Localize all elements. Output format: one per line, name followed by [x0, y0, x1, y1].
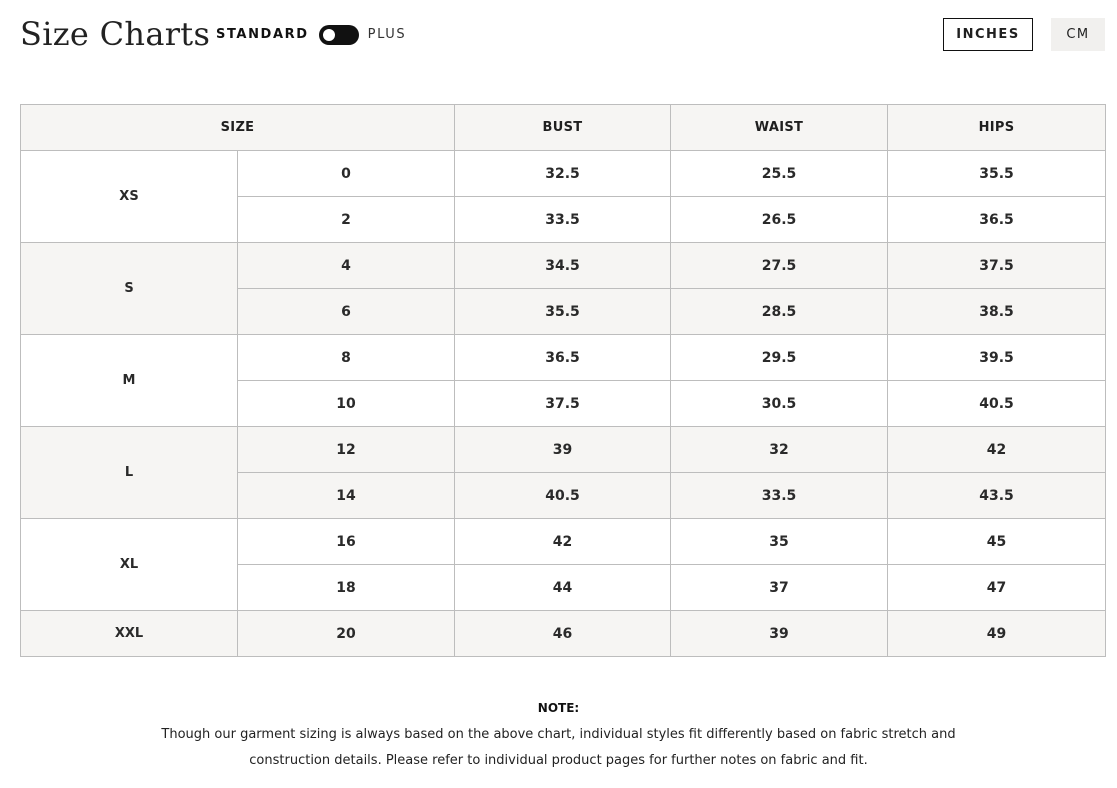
bust-cell: 33.5: [455, 197, 671, 243]
waist-cell: 39: [671, 611, 888, 657]
hips-header: HIPS: [888, 105, 1106, 151]
size-note: [0, 698, 1117, 774]
bust-cell: 34.5: [455, 243, 671, 289]
letter-size-cell: XXL: [21, 611, 238, 657]
plus-label[interactable]: PLUS: [367, 27, 407, 42]
table-row: [21, 519, 1106, 565]
numeric-size-cell: 12: [238, 427, 455, 473]
bust-cell: 37.5: [455, 381, 671, 427]
numeric-size-cell: 18: [238, 565, 455, 611]
table-row: [21, 611, 1106, 657]
waist-cell: 35: [671, 519, 888, 565]
waist-cell: 28.5: [671, 289, 888, 335]
page-title: Size Charts: [20, 15, 211, 53]
numeric-size-cell: 0: [238, 151, 455, 197]
numeric-size-cell: 14: [238, 473, 455, 519]
waist-cell: 30.5: [671, 381, 888, 427]
note-label: NOTE:: [537, 701, 580, 715]
letter-size-cell: L: [21, 427, 238, 519]
size-chart-table: [20, 104, 1106, 657]
hips-cell: 45: [888, 519, 1106, 565]
inches-button[interactable]: INCHES: [943, 18, 1033, 51]
waist-cell: 32: [671, 427, 888, 473]
hips-cell: 39.5: [888, 335, 1106, 381]
waist-cell: 25.5: [671, 151, 888, 197]
note-text: Though our garment sizing is always based on the above chart, individual styles fit differently based on fabric stretch and construction details. Please refer to individual product pages for further notes on fabric and fit.: [161, 727, 956, 768]
hips-cell: 40.5: [888, 381, 1106, 427]
hips-cell: 38.5: [888, 289, 1106, 335]
numeric-size-cell: 4: [238, 243, 455, 289]
waist-cell: 33.5: [671, 473, 888, 519]
hips-cell: 49: [888, 611, 1106, 657]
letter-size-cell: M: [21, 335, 238, 427]
waist-cell: 29.5: [671, 335, 888, 381]
hips-cell: 35.5: [888, 151, 1106, 197]
hips-cell: 36.5: [888, 197, 1106, 243]
numeric-size-cell: 6: [238, 289, 455, 335]
hips-cell: 42: [888, 427, 1106, 473]
hips-cell: 37.5: [888, 243, 1106, 289]
fit-toggle: [216, 24, 406, 46]
bust-cell: 35.5: [455, 289, 671, 335]
waist-cell: 26.5: [671, 197, 888, 243]
table-header-row: [21, 105, 1106, 151]
table-row: [21, 335, 1106, 381]
hips-cell: 43.5: [888, 473, 1106, 519]
standard-plus-switch[interactable]: [319, 25, 359, 45]
switch-knob: [323, 29, 335, 41]
waist-cell: 27.5: [671, 243, 888, 289]
bust-cell: 42: [455, 519, 671, 565]
hips-cell: 47: [888, 565, 1106, 611]
numeric-size-cell: 8: [238, 335, 455, 381]
table-row: [21, 427, 1106, 473]
waist-header: WAIST: [671, 105, 888, 151]
table-row: [21, 243, 1106, 289]
bust-cell: 46: [455, 611, 671, 657]
numeric-size-cell: 2: [238, 197, 455, 243]
bust-cell: 36.5: [455, 335, 671, 381]
table-row: [21, 151, 1106, 197]
letter-size-cell: XS: [21, 151, 238, 243]
bust-cell: 32.5: [455, 151, 671, 197]
numeric-size-cell: 10: [238, 381, 455, 427]
bust-cell: 40.5: [455, 473, 671, 519]
numeric-size-cell: 20: [238, 611, 455, 657]
bust-cell: 44: [455, 565, 671, 611]
numeric-size-cell: 16: [238, 519, 455, 565]
size-header: SIZE: [21, 105, 455, 151]
bust-header: BUST: [455, 105, 671, 151]
cm-button[interactable]: CM: [1051, 18, 1105, 51]
header: [0, 0, 1117, 72]
letter-size-cell: XL: [21, 519, 238, 611]
bust-cell: 39: [455, 427, 671, 473]
standard-label[interactable]: STANDARD: [216, 27, 309, 42]
letter-size-cell: S: [21, 243, 238, 335]
table-body: [21, 151, 1106, 657]
waist-cell: 37: [671, 565, 888, 611]
